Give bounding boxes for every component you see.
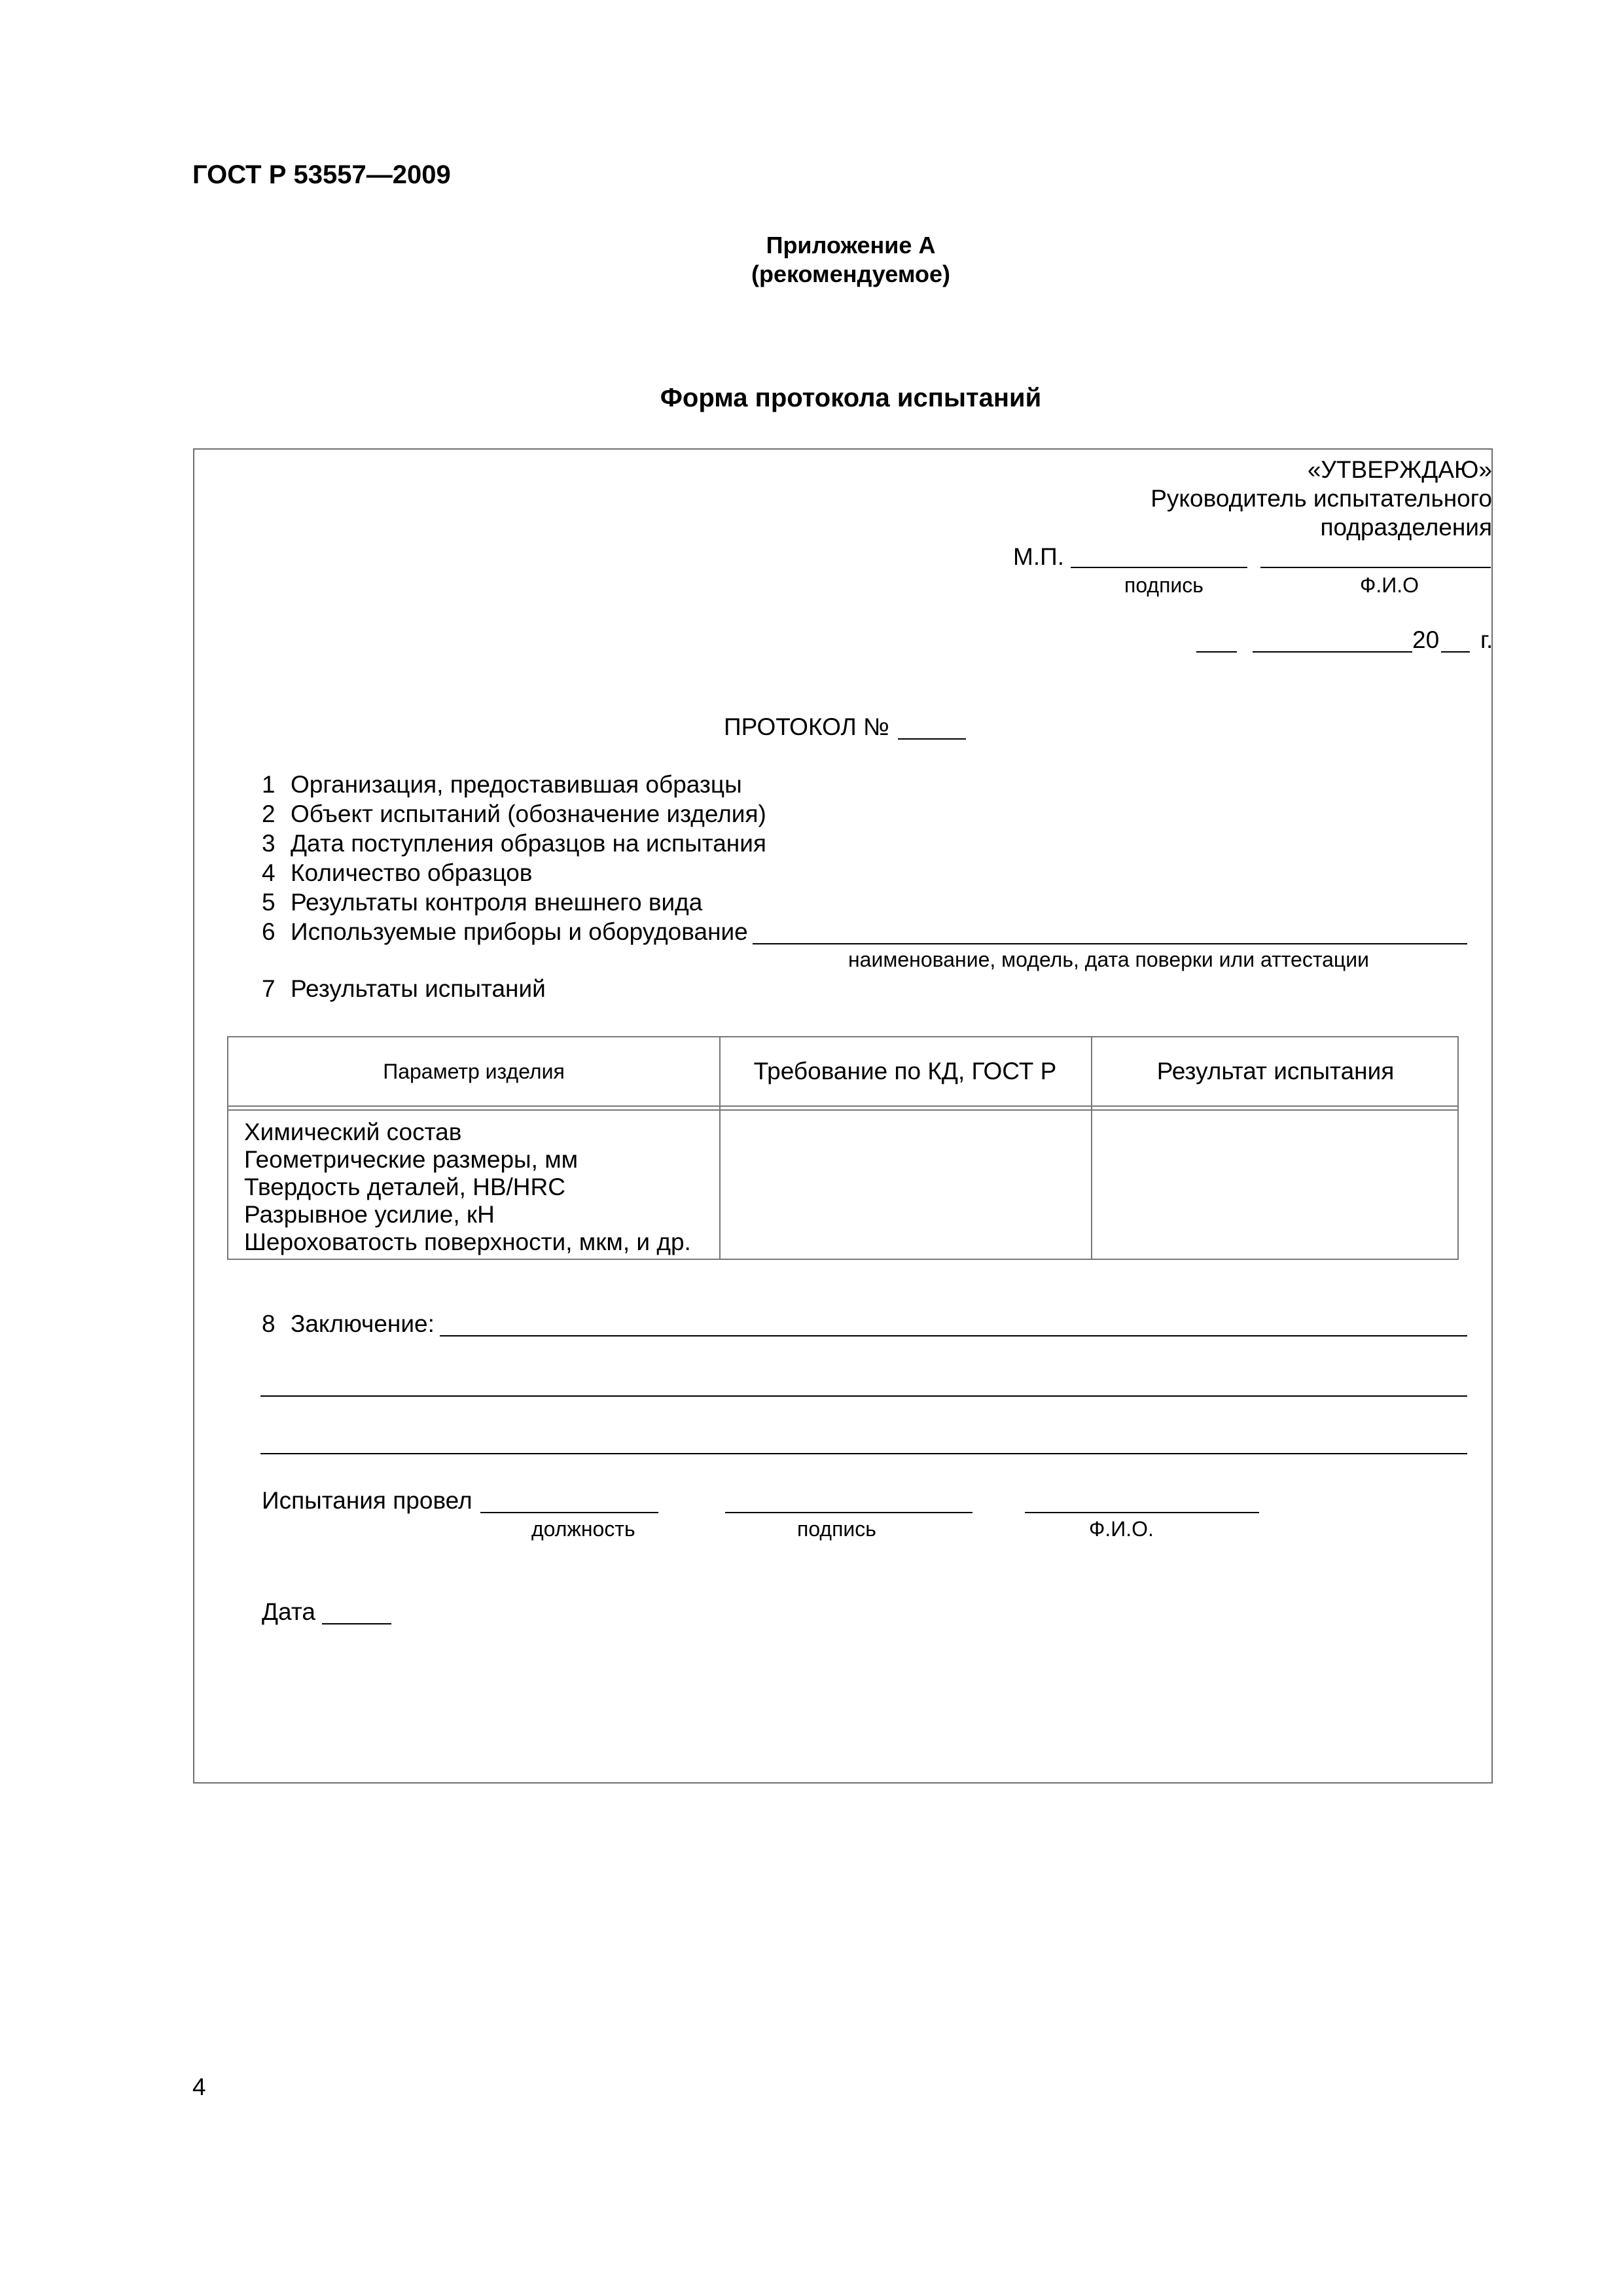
parameter-row: Шероховатость поверхности, мкм, и др. bbox=[244, 1229, 691, 1255]
performer-name-caption: Ф.И.О. bbox=[1089, 1517, 1154, 1541]
header-divider bbox=[228, 1109, 1457, 1111]
item-number: 4 bbox=[262, 859, 276, 886]
results-table bbox=[227, 1036, 1459, 1260]
item-text: Организация, предоставившая образцы bbox=[291, 771, 742, 798]
parameter-row: Твердость деталей, HB/HRC bbox=[244, 1174, 565, 1200]
month-line bbox=[1253, 651, 1412, 653]
list-item bbox=[262, 889, 702, 916]
parameter-list bbox=[244, 1119, 691, 1256]
page-number: 4 bbox=[192, 2073, 206, 2100]
item-number: 2 bbox=[262, 800, 276, 827]
list-item bbox=[262, 975, 546, 1003]
item-text: Объект испытаний (обозначение изделия) bbox=[291, 800, 766, 827]
appendix-status: (рекомендуемое) bbox=[751, 260, 950, 287]
performer-position-line bbox=[480, 1512, 658, 1513]
header-divider bbox=[228, 1105, 1457, 1107]
approver-name-caption: Ф.И.О bbox=[1360, 573, 1419, 597]
parameter-row: Разрывное усилие, кН bbox=[244, 1201, 495, 1228]
protocol-number-line bbox=[898, 738, 966, 740]
conclusion-label: Заключение: bbox=[291, 1310, 435, 1337]
conclusion-line bbox=[440, 1335, 1467, 1336]
parameter-row: Химический состав bbox=[244, 1119, 462, 1145]
section-title: Форма протокола испытаний bbox=[660, 384, 1042, 412]
item-number: 8 bbox=[262, 1310, 276, 1337]
approval-line-1: Руководитель испытательного bbox=[1150, 485, 1492, 512]
equipment-caption: наименование, модель, дата поверки или аттестации bbox=[848, 948, 1369, 971]
approval-line-2: подразделения bbox=[1320, 514, 1492, 541]
date-label: Дата bbox=[262, 1598, 315, 1625]
protocol-title: ПРОТОКОЛ № bbox=[724, 713, 889, 740]
item-number: 6 bbox=[262, 918, 276, 945]
item-text: Количество образцов bbox=[291, 859, 533, 886]
year-prefix: 20 bbox=[1412, 626, 1440, 653]
performer-position-caption: должность bbox=[531, 1517, 635, 1541]
item-number: 5 bbox=[262, 889, 276, 916]
item-text: Используемые приборы и оборудование bbox=[291, 918, 748, 945]
day-line bbox=[1196, 651, 1237, 653]
conclusion-item bbox=[262, 1310, 435, 1338]
standard-id: ГОСТ Р 53557—2009 bbox=[192, 160, 451, 189]
appendix-title: Приложение А bbox=[766, 232, 936, 259]
list-item bbox=[262, 771, 742, 798]
stamp-label: М.П. bbox=[1013, 543, 1064, 570]
item-text: Результаты испытаний bbox=[291, 975, 546, 1002]
item-number: 1 bbox=[262, 771, 276, 798]
performer-name-line bbox=[1025, 1512, 1259, 1513]
item-text: Результаты контроля внешнего вида bbox=[291, 889, 703, 916]
approver-name-line bbox=[1260, 567, 1491, 568]
list-item bbox=[262, 859, 532, 887]
approver-signature-caption: подпись bbox=[1124, 573, 1204, 597]
item-number: 7 bbox=[262, 975, 276, 1002]
list-item bbox=[262, 800, 766, 828]
performer-signature-line bbox=[725, 1512, 972, 1513]
item-number: 3 bbox=[262, 830, 276, 857]
date-line bbox=[322, 1623, 391, 1624]
approver-signature-line bbox=[1071, 567, 1247, 568]
year-line bbox=[1441, 651, 1470, 653]
list-item bbox=[262, 918, 748, 946]
equipment-line bbox=[753, 943, 1467, 944]
column-header-parameter: Параметр изделия bbox=[383, 1059, 565, 1083]
year-suffix: г. bbox=[1480, 626, 1493, 653]
approval-heading: «УТВЕРЖДАЮ» bbox=[1307, 456, 1492, 483]
column-header-requirement: Требование по КД, ГОСТ Р bbox=[753, 1058, 1057, 1085]
performer-signature-caption: подпись bbox=[797, 1517, 876, 1541]
parameter-row: Геометрические размеры, мм bbox=[244, 1146, 579, 1173]
conclusion-line bbox=[260, 1453, 1467, 1454]
item-text: Дата поступления образцов на испытания bbox=[291, 830, 766, 857]
column-header-result: Результат испытания bbox=[1156, 1058, 1395, 1085]
conclusion-line bbox=[260, 1395, 1467, 1397]
performer-label: Испытания провел bbox=[262, 1487, 473, 1514]
list-item bbox=[262, 830, 766, 857]
